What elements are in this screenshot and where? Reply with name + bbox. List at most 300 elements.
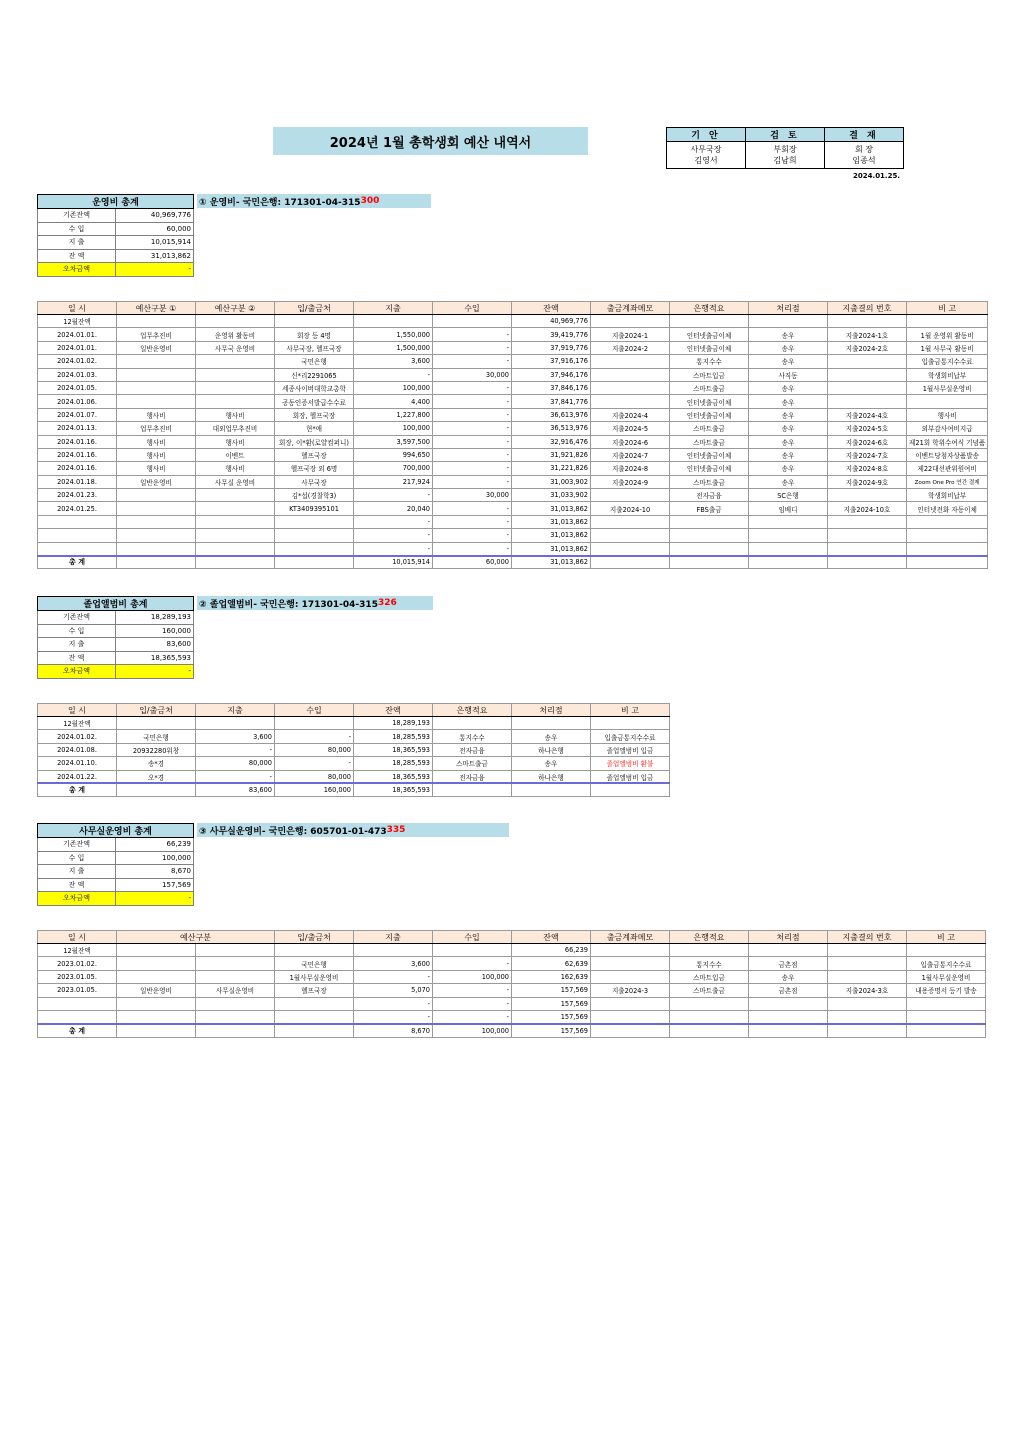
- account-label-1: ① 운영비- 국민은행: 171301-04-315 300: [197, 194, 431, 208]
- table-cell: 일반운영비: [117, 341, 196, 354]
- table-cell: 지출2024-3: [591, 984, 670, 997]
- table-cell: KT3409395101: [275, 502, 354, 515]
- summary-label: 수 입: [38, 624, 116, 638]
- table-cell: 12월잔액: [38, 717, 117, 730]
- table-cell: -: [433, 475, 512, 488]
- total-cell: [275, 556, 354, 569]
- table-cell: 임베디: [749, 502, 828, 515]
- summary-value: 31,013,862: [116, 249, 194, 263]
- total-cell: 총 계: [38, 783, 117, 796]
- table-row: [38, 381, 988, 394]
- table-cell: 신*리2291065: [275, 368, 354, 381]
- table-row: [38, 970, 986, 983]
- table-cell: 2024.01.13.: [38, 422, 117, 435]
- table-cell: -: [433, 395, 512, 408]
- table-cell: -: [354, 489, 433, 502]
- table-cell: [196, 997, 275, 1010]
- table-cell: 1월사무실운영비: [907, 970, 986, 983]
- summary-row: [38, 892, 194, 906]
- table-cell: [117, 515, 196, 528]
- table-cell: 행사비: [117, 408, 196, 421]
- table-cell: -: [275, 757, 354, 770]
- summary-label: 잔 액: [38, 878, 116, 892]
- table-row: [38, 1010, 986, 1023]
- table-cell: 인터넷전화 자동이체: [907, 502, 988, 515]
- table-cell: [828, 515, 907, 528]
- table-row: [38, 957, 986, 970]
- table-row: [38, 529, 988, 542]
- table-cell: 36,613,976: [512, 408, 591, 421]
- table-cell: [38, 997, 117, 1010]
- column-header: 지출: [196, 704, 275, 717]
- table-row: [38, 475, 988, 488]
- table-cell: [196, 381, 275, 394]
- table-cell: 금촌점: [749, 984, 828, 997]
- table-cell: 62,639: [512, 957, 591, 970]
- table-row: [38, 757, 670, 770]
- table-cell: 하나은행: [512, 743, 591, 756]
- summary-label: 지 출: [38, 236, 116, 250]
- table-cell: 31,221,826: [512, 462, 591, 475]
- table-cell: 인터넷출금이체: [670, 408, 749, 421]
- table-cell: [670, 315, 749, 328]
- table-cell: Zoom One Pro 연간 결제: [907, 475, 988, 488]
- table-cell: [591, 355, 670, 368]
- table-cell: 2024.01.16.: [38, 448, 117, 461]
- table-cell: 스마트입금: [670, 368, 749, 381]
- column-header: 지출: [354, 931, 433, 944]
- table-cell: [591, 395, 670, 408]
- table-cell: 31,003,902: [512, 475, 591, 488]
- table-cell: 전자금융: [433, 770, 512, 783]
- table-cell: 대외업무추진비: [196, 422, 275, 435]
- total-cell: [907, 1024, 986, 1037]
- summary-value: 8,670: [116, 865, 194, 879]
- column-header: 예산구분: [117, 931, 275, 944]
- table-cell: -: [433, 1010, 512, 1023]
- table-cell: [354, 315, 433, 328]
- table-cell: -: [433, 341, 512, 354]
- summary-row: [38, 838, 194, 852]
- table-cell: [117, 529, 196, 542]
- table-cell: 3,600: [196, 730, 275, 743]
- summary-row: [38, 222, 194, 236]
- table-cell: [670, 542, 749, 555]
- table-cell: -: [433, 408, 512, 421]
- table-cell: [38, 1010, 117, 1023]
- table-row: [38, 542, 988, 555]
- table-cell: 157,569: [512, 984, 591, 997]
- summary-table-2: [37, 596, 194, 679]
- table-cell: [117, 542, 196, 555]
- table-cell: 18,285,593: [354, 730, 433, 743]
- table-cell: [275, 515, 354, 528]
- summary-label: 지 출: [38, 865, 116, 879]
- table-cell: 업무추진비: [117, 422, 196, 435]
- table-cell: 2024.01.22.: [38, 770, 117, 783]
- table-cell: 20,040: [354, 502, 433, 515]
- table-cell: 2024.01.25.: [38, 502, 117, 515]
- table-cell: 994,650: [354, 448, 433, 461]
- table-cell: [196, 970, 275, 983]
- table-cell: 2024.01.10.: [38, 757, 117, 770]
- table-cell: [907, 542, 988, 555]
- table-cell: [828, 489, 907, 502]
- table-cell: 지출2024-7호: [828, 448, 907, 461]
- table-cell: 지출2024-4: [591, 408, 670, 421]
- table-cell: [749, 997, 828, 1010]
- table-cell: 송우: [749, 462, 828, 475]
- table-cell: 2024.01.02.: [38, 730, 117, 743]
- summary-value: 100,000: [116, 851, 194, 865]
- table-cell: [117, 997, 196, 1010]
- table-cell: 1,500,000: [354, 341, 433, 354]
- ledger-operating: [37, 301, 988, 569]
- table-cell: 2024.01.02.: [38, 355, 117, 368]
- table-cell: 송우: [749, 448, 828, 461]
- table-cell: 지출2024-2: [591, 341, 670, 354]
- table-cell: 지출2024-2호: [828, 341, 907, 354]
- table-row: [38, 770, 670, 783]
- table-row: [38, 368, 988, 381]
- summary-value: 66,239: [116, 838, 194, 852]
- table-cell: 지출2024-1: [591, 328, 670, 341]
- table-cell: 졸업앨범비 환불: [591, 757, 670, 770]
- table-cell: 3,600: [354, 957, 433, 970]
- summary-row: [38, 851, 194, 865]
- table-cell: 지출2024-6: [591, 435, 670, 448]
- table-cell: [117, 944, 196, 957]
- column-header: 지출: [354, 302, 433, 315]
- table-row: [38, 502, 988, 515]
- table-row: [38, 515, 988, 528]
- table-cell: [275, 542, 354, 555]
- table-cell: [591, 489, 670, 502]
- total-cell: 18,365,593: [354, 783, 433, 796]
- table-cell: 2024.01.16.: [38, 435, 117, 448]
- table-cell: 세종사이버대학교총학: [275, 381, 354, 394]
- approval-header-review: 검 토: [746, 128, 825, 142]
- total-cell: [512, 783, 591, 796]
- table-cell: [196, 355, 275, 368]
- table-cell: 37,919,776: [512, 341, 591, 354]
- table-cell: 전자금융: [433, 743, 512, 756]
- table-cell: 1월사무실운영비: [907, 381, 988, 394]
- total-cell: 100,000: [433, 1024, 512, 1037]
- table-cell: -: [433, 435, 512, 448]
- table-cell: [828, 997, 907, 1010]
- table-cell: 송우: [749, 970, 828, 983]
- total-cell: [591, 1024, 670, 1037]
- table-row: [38, 341, 988, 354]
- table-cell: 송우: [749, 422, 828, 435]
- table-cell: 사무실 운영비: [196, 475, 275, 488]
- table-cell: 700,000: [354, 462, 433, 475]
- column-header: 입/출금처: [117, 704, 196, 717]
- table-cell: 사무실운영비: [196, 984, 275, 997]
- table-cell: 30,000: [433, 489, 512, 502]
- table-cell: 일반운영비: [117, 984, 196, 997]
- column-header: 수입: [433, 931, 512, 944]
- table-cell: [196, 1010, 275, 1023]
- total-row: [38, 556, 988, 569]
- table-cell: [117, 395, 196, 408]
- table-cell: [907, 395, 988, 408]
- table-cell: 37,946,176: [512, 368, 591, 381]
- table-cell: 39,419,776: [512, 328, 591, 341]
- table-cell: 송우: [749, 435, 828, 448]
- column-header: 은행적요: [433, 704, 512, 717]
- summary-label: 잔 액: [38, 249, 116, 263]
- table-cell: 스마트출금: [433, 757, 512, 770]
- summary-label: 지 출: [38, 638, 116, 652]
- table-cell: 하나은행: [512, 770, 591, 783]
- table-cell: 2024.01.07.: [38, 408, 117, 421]
- total-cell: 160,000: [275, 783, 354, 796]
- column-header: 출금계좌메모: [591, 302, 670, 315]
- table-cell: 헬프국장 외 6명: [275, 462, 354, 475]
- table-cell: 사무국장: [275, 475, 354, 488]
- table-cell: 1월 사무국 활동비: [907, 341, 988, 354]
- column-header: 일 시: [38, 931, 117, 944]
- table-cell: [117, 717, 196, 730]
- table-cell: 지출2024-9: [591, 475, 670, 488]
- table-row: [38, 408, 988, 421]
- table-cell: 2024.01.16.: [38, 462, 117, 475]
- table-cell: 송우: [512, 757, 591, 770]
- table-cell: 현*애: [275, 422, 354, 435]
- table-row: [38, 462, 988, 475]
- table-cell: 36,513,976: [512, 422, 591, 435]
- summary-table-1: [37, 194, 194, 277]
- column-header: 처리점: [749, 302, 828, 315]
- table-cell: [828, 542, 907, 555]
- table-cell: 행사비: [117, 435, 196, 448]
- table-cell: 1월 운영위 활동비: [907, 328, 988, 341]
- table-cell: -: [433, 422, 512, 435]
- summary-row: [38, 624, 194, 638]
- table-cell: [117, 355, 196, 368]
- table-cell: 스마트출금: [670, 984, 749, 997]
- table-cell: 30,000: [433, 368, 512, 381]
- table-cell: [196, 529, 275, 542]
- table-cell: 국민은행: [275, 355, 354, 368]
- summary-label: 오차금액: [38, 263, 116, 277]
- table-cell: 운영위 활동비: [196, 328, 275, 341]
- table-cell: [275, 717, 354, 730]
- table-cell: 37,841,776: [512, 395, 591, 408]
- table-cell: 18,365,593: [354, 743, 433, 756]
- table-cell: 31,013,862: [512, 515, 591, 528]
- table-cell: 지출2024-7: [591, 448, 670, 461]
- table-cell: [907, 997, 986, 1010]
- table-row: [38, 944, 986, 957]
- table-cell: 37,846,176: [512, 381, 591, 394]
- total-row: [38, 783, 670, 796]
- table-cell: [828, 1010, 907, 1023]
- column-header: 처리점: [749, 931, 828, 944]
- table-cell: 1월사무실운영비: [275, 970, 354, 983]
- table-cell: FBS출금: [670, 502, 749, 515]
- table-cell: 인터넷출금이체: [670, 395, 749, 408]
- table-cell: 인터넷출금이체: [670, 341, 749, 354]
- column-header: 처리점: [512, 704, 591, 717]
- table-cell: [38, 542, 117, 555]
- table-cell: 전자금융: [670, 489, 749, 502]
- table-cell: [117, 957, 196, 970]
- table-cell: [907, 944, 986, 957]
- table-cell: 2024.01.08.: [38, 743, 117, 756]
- header-row: [38, 704, 670, 717]
- summary-title: 졸업앨범비 총계: [38, 597, 194, 611]
- approval-box: [666, 127, 904, 169]
- summary-label: 수 입: [38, 851, 116, 865]
- total-cell: [828, 1024, 907, 1037]
- total-cell: [196, 1024, 275, 1037]
- table-cell: 1,550,000: [354, 328, 433, 341]
- approval-header-draft: 기 안: [667, 128, 746, 142]
- table-cell: [433, 717, 512, 730]
- table-cell: [749, 315, 828, 328]
- table-cell: [828, 529, 907, 542]
- table-cell: [196, 368, 275, 381]
- table-cell: [591, 515, 670, 528]
- table-cell: 18,285,593: [354, 757, 433, 770]
- table-cell: 지출2024-6호: [828, 435, 907, 448]
- summary-value: 40,969,776: [116, 209, 194, 223]
- table-cell: [828, 970, 907, 983]
- table-cell: 80,000: [275, 770, 354, 783]
- table-cell: 100,000: [354, 422, 433, 435]
- table-cell: 회장, 이*환(로얄컴퍼니): [275, 435, 354, 448]
- table-cell: 통지수수: [433, 730, 512, 743]
- table-cell: 인터넷출금이체: [670, 462, 749, 475]
- table-row: [38, 422, 988, 435]
- table-cell: -: [433, 381, 512, 394]
- table-cell: 18,289,193: [354, 717, 433, 730]
- account-label-2: ② 졸업앨범비- 국민은행: 171301-04-315 326: [197, 596, 433, 610]
- table-cell: 32,916,476: [512, 435, 591, 448]
- table-cell: 1,227,800: [354, 408, 433, 421]
- column-header: 일 시: [38, 302, 117, 315]
- table-cell: 지출2024-10: [591, 502, 670, 515]
- table-cell: 행사비: [117, 448, 196, 461]
- table-cell: 2024.01.18.: [38, 475, 117, 488]
- table-cell: [907, 1010, 986, 1023]
- summary-value: 10,015,914: [116, 236, 194, 250]
- summary-row: [38, 263, 194, 277]
- table-cell: 162,639: [512, 970, 591, 983]
- table-cell: [196, 717, 275, 730]
- summary-label: 오차금액: [38, 892, 116, 906]
- ledger-graduation-album: [37, 703, 670, 797]
- summary-table-3: [37, 823, 194, 906]
- table-cell: [591, 368, 670, 381]
- table-cell: 2024.01.06.: [38, 395, 117, 408]
- table-cell: 내용증명서 등기 발송: [907, 984, 986, 997]
- approval-header-approve: 결 재: [825, 128, 904, 142]
- table-cell: 학생회비납부: [907, 368, 988, 381]
- table-cell: -: [196, 743, 275, 756]
- total-cell: 총 계: [38, 556, 117, 569]
- summary-value: 157,569: [116, 878, 194, 892]
- table-cell: 금촌점: [749, 957, 828, 970]
- summary-value: 18,365,593: [116, 651, 194, 665]
- column-header: 예산구분 ①: [117, 302, 196, 315]
- table-cell: 2024.01.05.: [38, 381, 117, 394]
- table-cell: 행사비: [196, 435, 275, 448]
- column-header: 비 고: [591, 704, 670, 717]
- table-cell: -: [433, 462, 512, 475]
- table-cell: [275, 1010, 354, 1023]
- table-cell: 입출금통지수수료: [591, 730, 670, 743]
- approval-draft-signer: 사무국장 김영서: [667, 142, 746, 169]
- table-cell: [354, 944, 433, 957]
- table-cell: -: [433, 957, 512, 970]
- table-cell: [591, 381, 670, 394]
- summary-row: [38, 638, 194, 652]
- table-cell: [828, 315, 907, 328]
- summary-label: 기존잔액: [38, 209, 116, 223]
- table-row: [38, 355, 988, 368]
- total-cell: [117, 556, 196, 569]
- table-cell: 80,000: [275, 743, 354, 756]
- summary-label: 수 입: [38, 222, 116, 236]
- table-cell: [196, 515, 275, 528]
- table-cell: [670, 529, 749, 542]
- table-cell: [433, 944, 512, 957]
- table-cell: 31,921,826: [512, 448, 591, 461]
- table-cell: [196, 957, 275, 970]
- table-cell: 18,365,593: [354, 770, 433, 783]
- table-cell: 2023.01.02.: [38, 957, 117, 970]
- table-cell: 지출2024-5호: [828, 422, 907, 435]
- table-cell: 헬프국장: [275, 448, 354, 461]
- summary-value: -: [116, 892, 194, 906]
- table-cell: [433, 315, 512, 328]
- table-cell: -: [433, 529, 512, 542]
- table-cell: 지출2024-3호: [828, 984, 907, 997]
- table-cell: 이벤트: [196, 448, 275, 461]
- table-cell: 스마트출금: [670, 435, 749, 448]
- table-cell: -: [433, 328, 512, 341]
- table-cell: [749, 1010, 828, 1023]
- table-cell: [591, 542, 670, 555]
- column-header: 출금계좌메모: [591, 931, 670, 944]
- table-cell: [907, 315, 988, 328]
- table-cell: 20932280위창: [117, 743, 196, 756]
- table-cell: 사무국 운영비: [196, 341, 275, 354]
- summary-row: [38, 209, 194, 223]
- table-cell: [117, 502, 196, 515]
- table-cell: 157,569: [512, 997, 591, 1010]
- table-cell: -: [354, 515, 433, 528]
- column-header: 수입: [433, 302, 512, 315]
- table-cell: [117, 368, 196, 381]
- total-cell: [591, 556, 670, 569]
- table-cell: 통지수수: [670, 957, 749, 970]
- table-cell: [275, 997, 354, 1010]
- table-cell: 입출금통지수수료: [907, 957, 986, 970]
- table-cell: [670, 515, 749, 528]
- table-cell: [907, 529, 988, 542]
- table-cell: [591, 1010, 670, 1023]
- total-cell: [117, 783, 196, 796]
- table-cell: 국민은행: [117, 730, 196, 743]
- table-cell: 송우: [749, 408, 828, 421]
- total-cell: [196, 556, 275, 569]
- table-cell: 송우: [749, 395, 828, 408]
